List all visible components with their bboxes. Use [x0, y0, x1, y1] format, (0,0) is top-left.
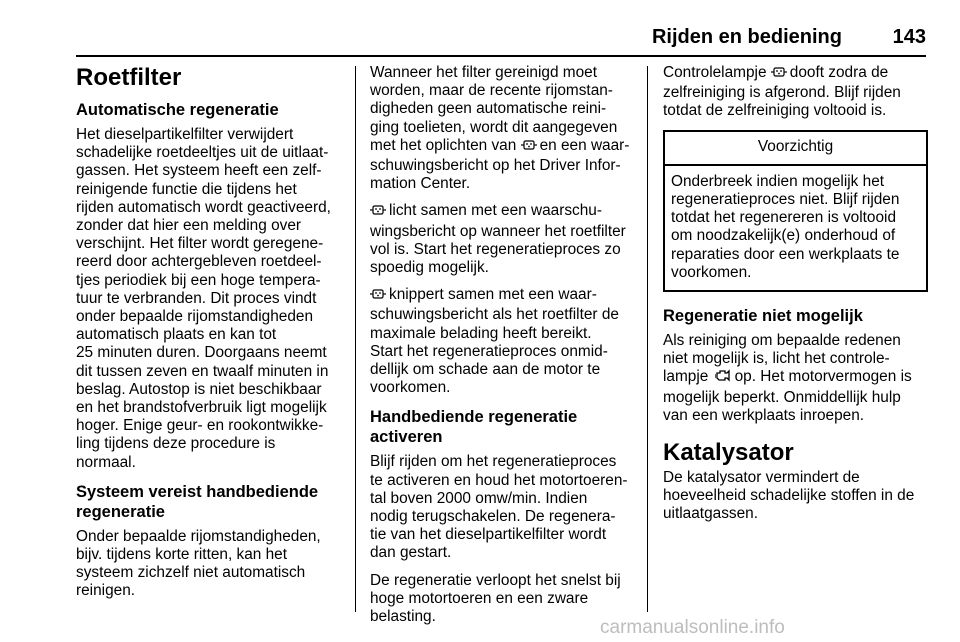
text-line: nodig terugschakelen. De regenera- — [370, 508, 616, 526]
text-line: ging toelieten, wordt dit aangegeven — [370, 118, 618, 136]
text-line: van een werkplaats inroepen. — [663, 406, 865, 424]
text-line: hoeveelheid schadelijke stoffen in de — [663, 487, 915, 505]
column-1 — [76, 64, 342, 610]
paragraph — [663, 332, 928, 425]
text-segment: en een waar- — [539, 136, 630, 154]
text-line: De regeneratie verloopt het snelst bij — [370, 571, 621, 589]
text-line: digheden geen automatische reini- — [370, 100, 607, 118]
dpf-warning-icon — [370, 203, 386, 222]
paragraph — [370, 202, 632, 277]
section-heading: Roetfilter — [76, 64, 182, 91]
text-segment: knippert samen met een waar- — [389, 286, 597, 304]
engine-check-icon — [715, 368, 732, 388]
text-line: Wanneer het filter gereinigd moet — [370, 64, 597, 81]
page-number: 143 — [892, 26, 926, 48]
text-line: 25 minuten duren. Doorgaans neemt — [76, 344, 327, 362]
text-segment: op. Het motorvermogen is — [734, 368, 912, 386]
text-segment: Controlelampje — [663, 64, 767, 81]
subheading-line: regeneratie — [76, 502, 165, 521]
dpf-warning-icon — [521, 138, 537, 157]
text-line — [663, 64, 928, 84]
text-line: Onderbreek indien mogelijk het — [671, 172, 885, 190]
subheading: Automatische regeneratie — [76, 101, 279, 119]
text-line: spoedig mogelijk. — [370, 259, 489, 277]
text-line: dan gestart. — [370, 544, 452, 562]
subheading — [370, 407, 632, 447]
text-line: beslag. Autostop is niet beschikbaar — [76, 380, 322, 398]
text-line: totdat het regenereren is voltooid — [671, 209, 897, 227]
text-line: maximale belading heeft bereikt. — [370, 324, 592, 342]
column-3 — [663, 64, 928, 533]
page-header — [76, 24, 926, 50]
subheading-line: Systeem vereist handbediende — [76, 482, 319, 501]
text-line: tal boven 2000 omw/min. Indien — [370, 489, 588, 507]
paragraph — [663, 64, 928, 121]
text-line: voorkomen. — [671, 263, 752, 281]
text-line: De katalysator vermindert de — [663, 469, 860, 487]
text-line: reinigen. — [76, 582, 136, 600]
text-line — [370, 137, 632, 157]
subheading-line: activeren — [370, 428, 443, 447]
text-line: mation Center. — [370, 175, 471, 193]
paragraph — [370, 572, 632, 627]
text-line: schadelijke roetdeeltjes uit de uitlaat- — [76, 144, 329, 162]
text-line — [663, 368, 928, 388]
text-line: tie van het dieselpartikelfilter wordt — [370, 526, 607, 544]
text-line — [370, 286, 632, 306]
dpf-warning-icon — [771, 65, 787, 84]
text-line: zonder dat hier een melding over — [76, 217, 302, 235]
text-line: reinigende functie die tijdens het — [76, 180, 297, 198]
text-line — [370, 202, 632, 222]
text-line: reparaties door een werkplaats te — [671, 245, 900, 263]
text-line: worden, maar de recente rijomstan- — [370, 82, 613, 100]
text-line: Als reiniging om bepaalde redenen — [663, 332, 901, 350]
text-line: zelfreiniging is afgerond. Blijf rijden — [663, 84, 901, 102]
header-rule — [76, 55, 926, 57]
text-line: tuur te verbranden. Dit proces vindt — [76, 289, 317, 307]
column-divider — [355, 66, 356, 612]
text-line: reerd door achtergebleven roetdeel- — [76, 253, 322, 271]
text-segment: dooft zodra de — [789, 64, 889, 81]
text-line: mogelijk beperkt. Onmiddellijk hulp — [663, 388, 901, 406]
text-line: belasting. — [370, 608, 436, 626]
text-line: hoge motortoeren en een zware — [370, 589, 589, 607]
text-line: wingsbericht op wanneer het roetfilter — [370, 222, 626, 240]
text-line: schuwingsbericht als het roetfilter de — [370, 306, 619, 324]
paragraph — [370, 453, 632, 562]
text-line: totdat de zelfreiniging voltooid is. — [663, 102, 887, 120]
dpf-warning-icon — [370, 287, 386, 306]
text-line: dellijk om schade aan de motor te — [370, 361, 601, 379]
text-line: niet mogelijk is, licht het controle- — [663, 350, 890, 368]
watermark: carmanualsonline.info — [600, 617, 785, 638]
text-line: te activeren en houd het motortoeren- — [370, 471, 628, 489]
text-line: schuwingsbericht op het Driver Infor- — [370, 157, 621, 175]
text-line: dit tussen zeven en twaalf minuten in — [76, 362, 329, 380]
caution-box — [663, 130, 928, 292]
text-line: Het dieselpartikelfilter verwijdert — [76, 126, 294, 143]
text-line: regeneratieproces niet. Blijf rijden — [671, 191, 900, 209]
text-line: bijv. tijdens korte ritten, kan het — [76, 546, 288, 564]
section-heading: Katalysator — [663, 439, 794, 467]
text-segment: met het oplichten van — [370, 136, 517, 154]
subheading: Regeneratie niet mogelijk — [663, 307, 863, 326]
text-segment: lampje — [663, 368, 709, 386]
text-line: systeem zichzelf niet automatisch — [76, 564, 306, 582]
paragraph — [663, 469, 928, 524]
text-line: Blijf rijden om het regeneratieproces — [370, 453, 617, 471]
text-line: normaal. — [76, 453, 136, 471]
caution-text — [665, 166, 926, 290]
text-line: Onder bepaalde rijomstandigheden, — [76, 527, 321, 545]
text-line: voorkomen. — [370, 379, 451, 397]
caution-title: Voorzichtig — [665, 132, 926, 166]
text-line: uitlaatgassen. — [663, 505, 758, 523]
subheading — [76, 482, 342, 522]
text-line: en het brandstofverbruik ligt mogelijk — [76, 399, 327, 417]
text-line: hoger. Enige geur- en rookontwikke- — [76, 417, 324, 435]
text-line: vol is. Start het regeneratieproces zo — [370, 240, 621, 258]
text-line: ling tijdens deze procedure is — [76, 435, 276, 453]
column-divider — [647, 66, 648, 612]
text-line: verschijnt. Het filter wordt geregene- — [76, 235, 324, 253]
subheading-line: Handbediende regeneratie — [370, 408, 578, 427]
text-line: gassen. Het systeem heeft een zelf- — [76, 162, 322, 180]
text-line: onder bepaalde rijomstandigheden — [76, 308, 314, 326]
paragraph — [76, 528, 342, 601]
section-title: Rijden en bediening — [651, 26, 842, 48]
text-line: rijden automatisch wordt geactiveerd, — [76, 198, 331, 216]
paragraph — [370, 64, 632, 193]
text-segment: licht samen met een waarschu- — [389, 202, 602, 220]
paragraph — [76, 126, 342, 472]
text-line: Start het regeneratieproces onmid- — [370, 342, 608, 360]
column-2 — [370, 64, 632, 635]
paragraph — [370, 286, 632, 397]
text-line: om noodzakelijk(e) onderhoud of — [671, 227, 896, 245]
text-line: tjes periodiek bij een hoge tempera- — [76, 271, 321, 289]
text-line: automatisch plaats en kan tot — [76, 326, 277, 344]
